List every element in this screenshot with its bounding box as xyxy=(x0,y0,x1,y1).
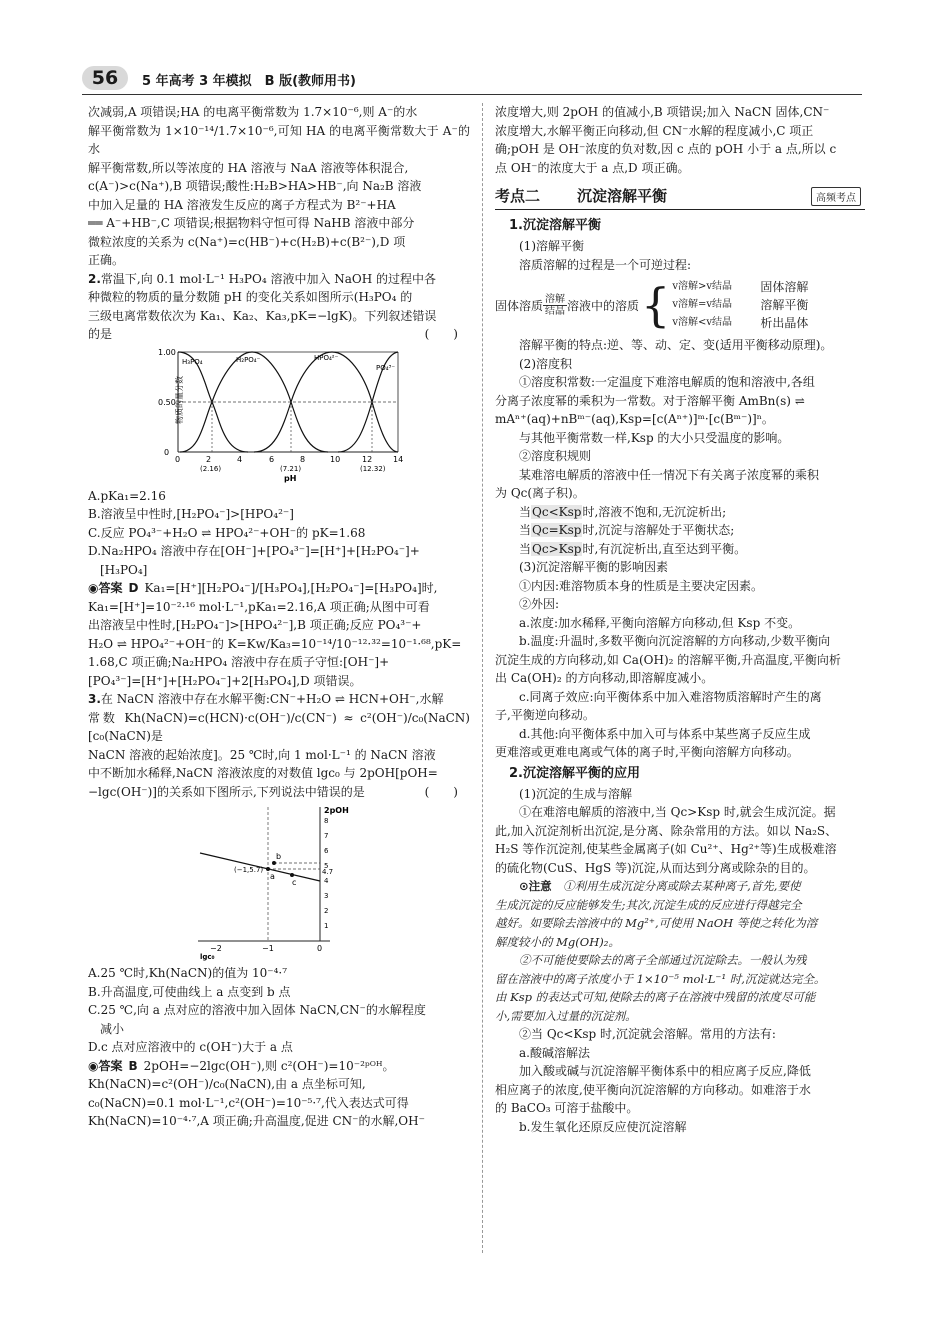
point-label: c xyxy=(292,878,297,887)
text-line: 在 NaCN 溶液中存在水解平衡:CN⁻+H₂O ⇌ HCN+OH⁻,水解 xyxy=(100,692,444,706)
answer-line xyxy=(88,579,470,598)
column-divider xyxy=(482,103,483,1253)
x-tick: 14 xyxy=(393,454,404,464)
eq-mid: 溶液中的溶质 xyxy=(567,298,640,313)
species-label: H₂PO₄⁻ xyxy=(236,355,261,364)
eq-cases xyxy=(672,278,808,332)
text-line: 浓度增大,水解平衡正向移动,但 CN⁻水解的程度减小,C 项正 xyxy=(495,123,814,138)
text-line: c(A⁻)>c(Na⁺),B 项错误;酸性:H₂B>HA>HB⁻,向 Na₂B 溶液 xyxy=(88,179,422,193)
y-tick: 7 xyxy=(324,832,329,840)
text-line: ②外因: xyxy=(519,597,560,611)
x-tick: 12 xyxy=(362,454,373,464)
text-line: 次减弱,A 项错误;HA 的电离平衡常数为 1.7×10⁻⁶,则 A⁻的水 xyxy=(88,105,418,119)
option-c: C.反应 PO₄³⁻+H₂O ⇌ HPO₄²⁻+OH⁻的 pK=1.68 xyxy=(88,525,366,540)
note-line: ②不可能使要除去的离子全部通过沉淀除去。一般认为残 xyxy=(519,953,807,967)
x-tick: −1 xyxy=(262,944,274,953)
point-label: b xyxy=(276,852,282,861)
option-d-cont: [H₃PO₄] xyxy=(88,562,148,577)
point-c xyxy=(290,873,294,877)
text-line: 2pOH=−2lgc(OH⁻),则 c²(OH⁻)=10⁻²ᵖᴼᴴ。 xyxy=(143,1058,395,1073)
y-axis-label: 物质的量分数 xyxy=(175,375,184,424)
text-line: 1.68,C 项正确;Na₂HPO₄ 溶液中存在质子守恒:[OH⁻]+ xyxy=(88,655,390,669)
text-line: 解平衡常数,所以等浓度的 HA 溶液与 NaA 溶液等体积混合, xyxy=(88,160,409,175)
answer-tag: 答案 xyxy=(98,1058,123,1073)
note-icon: ⊙ xyxy=(519,879,529,893)
text-line: ②当 Qc<Ksp 时,沉淀就会溶解。常用的方法有: xyxy=(519,1027,776,1041)
page-header xyxy=(82,66,862,95)
text-line: 的 BaCO₃ 可溶于盐酸中。 xyxy=(495,1101,639,1115)
x-axis-label: pH xyxy=(284,473,297,483)
eq-result: 溶解平衡 xyxy=(760,298,809,312)
text-line: b.温度:升温时,多数平衡向沉淀溶解的方向移动,少数平衡向 xyxy=(519,634,831,648)
rule-line: 当Qc=Ksp时,沉淀与溶解处于平衡状态; xyxy=(519,523,735,537)
eq-top: 溶解 xyxy=(545,293,566,305)
section-title: 沉淀溶解平衡 xyxy=(577,187,668,205)
text-line: 常温下,向 0.1 mol·L⁻¹ H₃PO₄ 溶液中加入 NaOH 的过程中各 xyxy=(100,271,437,286)
y-tick: 1.00 xyxy=(158,347,176,357)
eq-arrow xyxy=(543,294,567,317)
point-a xyxy=(266,867,270,871)
text-line: 分离子浓度幂的乘积为一常数。对于溶解平衡 AmBn(s) ⇌ xyxy=(495,393,805,408)
answer-line xyxy=(88,1057,470,1076)
text-line: b.发生氧化还原反应使沉淀溶解 xyxy=(519,1119,687,1134)
text-line: c₀(NaCN)=0.1 mol·L⁻¹,c²(OH⁻)=10⁻⁵·⁷,代入表达式可得 xyxy=(88,1095,409,1110)
text-line: H₂O ⇌ HPO₄²⁻+OH⁻的 K=Kw/Ka₃=10⁻¹⁴/10⁻¹²·³²=10⁻¹·⁶⁸,pK= xyxy=(88,636,462,651)
y-tick: 2 xyxy=(324,907,329,915)
answer-icon: ◉ xyxy=(88,1058,99,1073)
x-mark: (2.16) xyxy=(200,464,222,473)
y-axis-label: 2pOH xyxy=(324,806,349,815)
text-line: 此,加入沉淀剂析出沉淀,是分离、除杂常用的方法。如以 Na₂S、 xyxy=(495,823,838,838)
text-line: 更难溶或更难电离或气体的离子时,平衡向溶解方向移动。 xyxy=(495,745,799,759)
text-line: 加入酸或碱与沉淀溶解平衡体系中的相应离子反应,降低 xyxy=(519,1064,811,1078)
x-tick: 0 xyxy=(175,454,181,464)
note-line: 解度较小的 Mg(OH)₂。 xyxy=(495,934,620,949)
x-tick: 2 xyxy=(206,454,212,464)
rule-line: 当Qc>Ksp时,有沉淀析出,直至达到平衡。 xyxy=(519,541,747,556)
question-2-stem xyxy=(88,270,470,289)
rule-text: 时,有沉淀析出,直至达到平衡。 xyxy=(582,541,747,556)
text-line: d.其他:向平衡体系中加入可与体系中某些离子反应生成 xyxy=(519,726,811,741)
item-title: (1)溶解平衡 xyxy=(519,239,584,253)
eq-case xyxy=(672,296,808,314)
text-line: 点 OH⁻的浓度大于 a 点,D 项正确。 xyxy=(495,160,690,175)
left-column xyxy=(88,103,470,1293)
text-line: 的硫化物(CuS、HgS 等)沉淀,从而达到分离或除杂的目的。 xyxy=(495,860,816,875)
text-line: 中加入足量的 HA 溶液发生反应的离子方程式为 B²⁻+HA xyxy=(88,197,396,212)
text-line: 与其他平衡常数一样,Ksp 的大小只受温度的影响。 xyxy=(519,430,790,445)
poh-vs-lgc0-chart xyxy=(88,801,470,961)
x-axis-label: lgc₀ xyxy=(200,953,215,961)
text-line: Kh(NaCN)=10⁻⁴·⁷,A 项正确;升高温度,促进 CN⁻的水解,OH⁻ xyxy=(88,1114,425,1128)
item-title: (2)溶度积 xyxy=(519,356,572,371)
eq-case xyxy=(672,314,808,332)
answer-tag: 答案 xyxy=(98,581,123,595)
eq-cond: v溶解=v结晶 xyxy=(672,299,732,310)
question-2-tail xyxy=(88,325,470,344)
text-line: ①在难溶电解质的溶液中,当 Qc>Ksp 时,就会生成沉淀。据 xyxy=(519,805,836,819)
text-line: 出溶液呈中性时,[H₂PO₄⁻]>[HPO₄²⁻],B 项正确;反应 PO₄³⁻+ xyxy=(88,618,422,632)
text-line: 为 Qc(离子积)。 xyxy=(495,486,585,500)
brace-icon: { xyxy=(641,278,671,332)
text-line: 溶质溶解的过程是一个可逆过程: xyxy=(519,257,692,272)
answer-letter: B xyxy=(128,1058,138,1073)
species-label: H₃PO₄ xyxy=(182,357,203,366)
question-3-tail xyxy=(88,783,470,802)
right-column xyxy=(495,103,865,1293)
dissolution-equilibrium-scheme xyxy=(495,278,865,332)
note-line: 小,需要加入过量的沉淀剂。 xyxy=(495,1008,637,1023)
text-line: ①内因:难溶物质本身的性质是主要决定因素。 xyxy=(519,578,764,593)
text-line: 微粒浓度的关系为 c(Na⁺)=c(HB⁻)+c(H₂B)+c(B²⁻),D 项 xyxy=(88,234,406,249)
rule-text: 时,溶液不饱和,无沉淀析出; xyxy=(582,504,727,519)
text-line: a.酸碱溶解法 xyxy=(519,1045,590,1060)
rule-cond: Qc=Ksp xyxy=(532,523,582,537)
rule-cond: Qc>Ksp xyxy=(532,541,582,556)
text-line: 溶解平衡的特点:逆、等、动、定、变(适用平衡移动原理)。 xyxy=(519,338,833,352)
x-tick: 6 xyxy=(269,454,275,464)
option-a: A.pKa₁=2.16 xyxy=(88,488,166,503)
text-line: −lgc(OH⁻)]的关系如下图所示,下列说法中错误的是 xyxy=(88,784,365,799)
text-line: 解平衡常数为 1×10⁻¹⁴/1.7×10⁻⁶,可知 HA 的电离平衡常数大于 A⁻的水 xyxy=(88,123,470,156)
eq-result: 固体溶解 xyxy=(760,280,809,294)
text-line: ══ A⁻+HB⁻,C 项错误;根据物料守恒可得 NaHB 溶液中部分 xyxy=(88,216,415,230)
x-tick: 4 xyxy=(237,454,243,464)
page-number: 56 xyxy=(82,66,128,90)
text-line: Kh(NaCN)=c²(OH⁻)/c₀(NaCN),由 a 点坐标可知, xyxy=(88,1077,366,1091)
option-b: B.溶液呈中性时,[H₂PO₄⁻]>[HPO₄²⁻] xyxy=(88,507,294,521)
y-tick: 6 xyxy=(324,847,329,855)
x-mark: (12.32) xyxy=(360,464,386,473)
text-line: 子,平衡逆向移动。 xyxy=(495,708,595,722)
question-number: 3. xyxy=(88,692,101,706)
eq-bottom: 结晶 xyxy=(545,305,566,317)
y-tick: 0 xyxy=(164,447,170,457)
subsection-title: 1.沉淀溶解平衡 xyxy=(509,218,601,233)
text-line: H₂S 等作沉淀剂,使某些金属离子(如 Cu²⁺、Hg²⁺等)生成极难溶 xyxy=(495,842,837,856)
item-title: (3)沉淀溶解平衡的影响因素 xyxy=(519,560,668,574)
section-label: 考点二 xyxy=(495,187,541,205)
answer-paren: ( ) xyxy=(424,327,458,341)
x-tick: 8 xyxy=(300,454,306,464)
text-line: a.浓度:加水稀释,平衡向溶解方向移动,但 Ksp 不变。 xyxy=(519,615,801,630)
text-line: NaCN 溶液的起始浓度]。25 ℃时,向 1 mol·L⁻¹ 的 NaCN 溶液 xyxy=(88,747,436,762)
text-line: 种微粒的物质的量分数随 pH 的变化关系如图所示(H₃PO₄ 的 xyxy=(88,290,413,304)
text-line: 出 Ca(OH)₂ 的方向移动,即溶解度减小。 xyxy=(495,671,714,685)
species-label: HPO₄²⁻ xyxy=(314,353,339,362)
y-tick: 4 xyxy=(324,877,329,885)
option-d: D.c 点对应溶液中的 c(OH⁻)大于 a 点 xyxy=(88,1040,293,1054)
text-line: 的是 xyxy=(88,327,113,341)
text-line: 正确。 xyxy=(88,253,125,267)
annotation: 4.7 xyxy=(322,868,334,876)
rule-cond: Qc<Ksp xyxy=(532,504,582,519)
section-heading xyxy=(495,183,865,210)
y-tick: 3 xyxy=(324,892,329,900)
eq-left: 固体溶质 xyxy=(495,298,544,313)
point-label: a xyxy=(270,872,275,881)
note-line xyxy=(495,877,865,896)
text-line: 浓度增大,则 2pOH 的值减小,B 项错误;加入 NaCN 固体,CN⁻ xyxy=(495,105,830,119)
option-d: D.Na₂HPO₄ 溶液中存在[OH⁻]+[PO₄³⁻]=[H⁺]+[H₂PO₄⁻]+ xyxy=(88,544,420,558)
note-line: 留在溶液中的离子浓度小于 1×10⁻⁵ mol·L⁻¹ 时,沉淀就达完全。 xyxy=(495,971,826,986)
text-line: 相应离子的浓度,使平衡向沉淀溶解的方向移动。如难溶于水 xyxy=(495,1082,811,1097)
eq-result: 析出晶体 xyxy=(760,316,809,330)
text-line: Ka₁=[H⁺][H₂PO₄⁻]/[H₃PO₄],[H₂PO₄⁻]=[H₃PO₄]时, xyxy=(144,581,438,595)
item-title: (1)沉淀的生成与溶解 xyxy=(519,786,632,801)
eq-cond: v溶解>v结晶 xyxy=(672,281,732,292)
subsection-title: 2.沉淀溶解平衡的应用 xyxy=(509,765,640,781)
point-b xyxy=(272,861,276,865)
text-line: 中不断加水稀释,NaCN 溶液浓度的对数值 lgc₀ 与 2pOH[pOH= xyxy=(88,766,438,780)
rule-line: 当Qc<Ksp时,溶液不饱和,无沉淀析出; xyxy=(519,504,727,519)
text-line: 某难溶电解质的溶液中任一情况下有关离子浓度幂的乘积 xyxy=(519,467,820,482)
text-line: c.同离子效应:向平衡体系中加入难溶物质溶解时产生的离 xyxy=(519,689,822,704)
note-line: 生成沉淀的反应能够发生;其次,沉淀生成的反应进行得越完全 xyxy=(495,897,802,912)
y-tick: 5 xyxy=(324,862,329,870)
x-mark: (7.21) xyxy=(280,464,302,473)
eq-cond: v溶解<v结晶 xyxy=(672,317,732,328)
species-label: PO₄³⁻ xyxy=(376,363,396,372)
text-line: ①利用生成沉淀分离或除去某种离子,首先,要使 xyxy=(563,879,801,893)
answer-paren: ( ) xyxy=(424,784,458,799)
phosphate-distribution-chart xyxy=(88,344,470,484)
answer-icon: ◉ xyxy=(88,581,99,595)
option-c-cont: 减小 xyxy=(88,1021,125,1036)
option-a: A.25 ℃时,Kh(NaCN)的值为 10⁻⁴·⁷ xyxy=(88,966,288,980)
frequency-badge: 高频考点 xyxy=(811,187,861,206)
question-3-stem xyxy=(88,690,470,709)
answer-letter: D xyxy=(128,581,139,595)
text-line: Ka₁=[H⁺]=10⁻²·¹⁶ mol·L⁻¹,pKa₁=2.16,A 项正确;从图中可看 xyxy=(88,599,430,614)
text-line: 三级电离常数依次为 Ka₁、Ka₂、Ka₃,pK=−lgK)。下列叙述错误 xyxy=(88,308,437,323)
x-tick: 0 xyxy=(317,944,323,953)
y-tick: 1 xyxy=(324,922,329,930)
text-line: ②溶度积规则 xyxy=(519,449,592,463)
rule-text: 时,沉淀与溶解处于平衡状态; xyxy=(582,523,735,537)
text-line: 常数 Kh(NaCN)=c(HCN)·c(OH⁻)/c(CN⁻) ≈ c²(OH⁻)/c₀(NaCN)[c₀(NaCN)是 xyxy=(88,710,470,743)
note-line: 由 Ksp 的表达式可知,使除去的离子在溶液中残留的浓度尽可能 xyxy=(495,990,816,1004)
text-line: ①溶度积常数:一定温度下难溶电解质的饱和溶液中,各组 xyxy=(519,375,815,389)
option-c: C.25 ℃,向 a 点对应的溶液中加入固体 NaCN,CN⁻的水解程度 xyxy=(88,1003,426,1017)
y-tick: 0.50 xyxy=(158,397,176,407)
book-title: 5 年高考 3 年模拟 B 版(教师用书) xyxy=(142,74,356,89)
text-line: mAⁿ⁺(aq)+nBᵐ⁻(aq),Ksp=[c(Aⁿ⁺)]ᵐ·[c(Bᵐ⁻)]ⁿ。 xyxy=(495,412,774,426)
eq-case xyxy=(672,278,808,296)
x-tick: 10 xyxy=(330,454,341,464)
option-b: B.升高温度,可使曲线上 a 点变到 b 点 xyxy=(88,984,291,999)
x-tick: −2 xyxy=(210,944,222,953)
text-line: 沉淀生成的方向移动,如 Ca(OH)₂ 的溶解平衡,升高温度,平衡向析 xyxy=(495,652,841,667)
text-line: 确;pOH 是 OH⁻浓度的负对数,因 c 点的 pOH 小于 a 点,所以 c xyxy=(495,142,837,156)
note-line: 越好。如要除去溶液中的 Mg²⁺,可使用 NaOH 等使之转化为溶 xyxy=(495,916,818,930)
y-tick: 8 xyxy=(324,817,329,825)
text-line: [PO₄³⁻]=[H⁺]+[H₂PO₄⁻]+2[H₃PO₄],D 项错误。 xyxy=(88,673,362,688)
annotation: (−1,5.7) xyxy=(234,866,264,874)
note-tag: 注意 xyxy=(528,879,552,893)
question-number: 2. xyxy=(88,271,101,286)
